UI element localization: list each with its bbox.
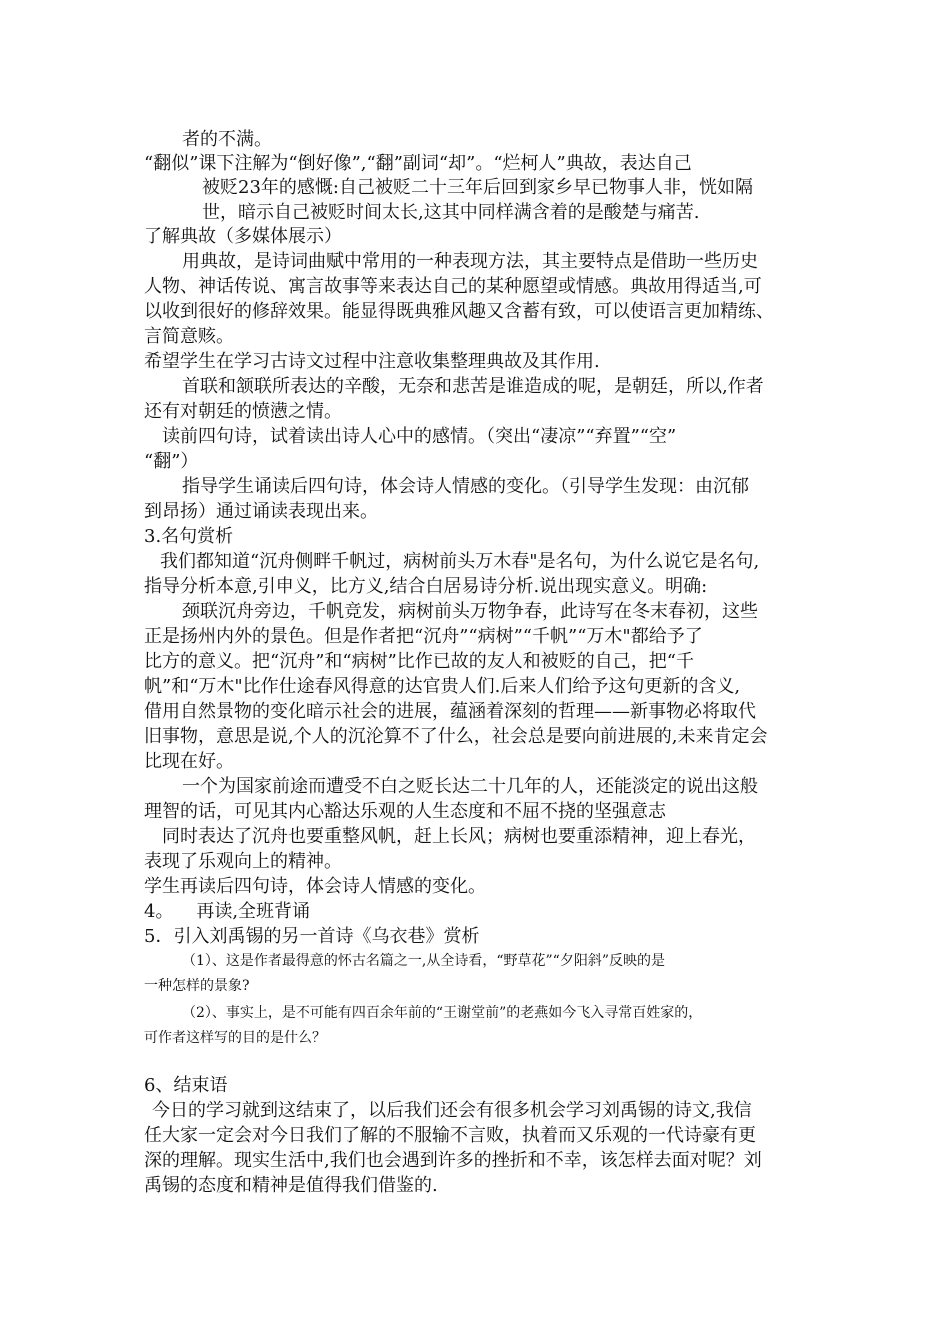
paragraph-line: 还有对朝廷的愤懑之情。: [144, 401, 342, 422]
paragraph-line: 读前四句诗，试着读出诗人心中的感情。（突出“凄凉”“弃置”“空”: [162, 426, 677, 447]
paragraph-line: 到昂扬）通过诵读表现出来。: [144, 501, 378, 522]
paragraph-line: 借用自然景物的变化暗示社会的进展，蕴涵着深刻的哲理——新事物必将取代: [144, 701, 756, 722]
paragraph-line: 者的不满。: [182, 129, 272, 150]
paragraph-line: 正是扬州内外的景色。但是作者把“沉舟”“病树”“千帆”“万木"都给予了: [144, 626, 703, 647]
paragraph-line: 指导学生诵读后四句诗，体会诗人情感的变化。（引导学生发现：由沉郁: [182, 476, 749, 497]
paragraph-line: 理智的话，可见其内心豁达乐观的人生态度和不屈不挠的坚强意志: [144, 801, 666, 822]
paragraph-line: 人物、神话传说、寓言故事等来表达自己的某种愿望或情感。典故用得适当,可: [144, 276, 762, 297]
paragraph-line: 任大家一定会对今日我们了解的不服输不言败，执着而又乐观的一代诗豪有更: [144, 1125, 756, 1146]
paragraph-line: 比现在好。: [144, 751, 234, 772]
paragraph-line: 深的理解。现实生活中,我们也会遇到许多的挫折和不幸，该怎样去面对呢？刘: [144, 1150, 762, 1171]
paragraph-line: 学生再读后四句诗，体会诗人情感的变化。: [144, 876, 486, 897]
paragraph-line: 颈联沉舟旁边，千帆竞发，病树前头万物争春，此诗写在冬末春初，这些: [182, 601, 758, 622]
paragraph-line: 用典故，是诗词曲赋中常用的一种表现方法，其主要特点是借助一些历史: [182, 251, 758, 272]
paragraph-line: 希望学生在学习古诗文过程中注意收集整理典故及其作用.: [144, 351, 600, 372]
paragraph-line: 同时表达了沉舟也要重整风帆，赶上长风；病树也要重添精神，迎上春光，: [162, 826, 756, 847]
paragraph-line: 帆”和“万木"比作仕途春风得意的达官贵人们.后来人们给予这句更新的含义,: [144, 676, 741, 697]
paragraph-line: 世，暗示自己被贬时间太长,这其中同样满含着的是酸楚与痛苦.: [202, 202, 700, 223]
paragraph-line: 被贬23年的感慨:自己被贬二十三年后回到家乡早已物事人非，恍如隔: [202, 177, 753, 198]
section-heading: 3.名句赏析: [144, 526, 234, 547]
paragraph-line: 我们都知道“沉舟侧畔千帆过，病树前头万木春"是名句，为什么说它是名句,: [160, 551, 760, 572]
section-heading: 4。 再读,全班背诵: [144, 901, 311, 922]
paragraph-line: 今日的学习就到这结束了，以后我们还会有很多机会学习刘禹锡的诗文,我信: [152, 1100, 752, 1121]
paragraph-line: 比方的意义。把“沉舟”和“病树”比作已故的友人和被贬的自己，把“千: [144, 651, 695, 672]
question-line: （1）、这是作者最得意的怀古名篇之一,从全诗看，“野草花”“夕阳斜”反映的是: [182, 953, 665, 969]
paragraph-line: “翻”）: [144, 451, 199, 472]
question-line: 可作者这样写的目的是什么？: [144, 1030, 326, 1046]
paragraph-line: 旧事物，意思是说,个人的沉沦算不了什么，社会总是要向前进展的,未来肯定会: [144, 726, 768, 747]
section-heading: 5．引入刘禹锡的另一首诗《乌衣巷》赏析: [144, 926, 480, 947]
question-line: （2）、事实上，是不可能有四百余年前的“王谢堂前”的老燕如今飞入寻常百姓家的，: [182, 1005, 703, 1021]
section-heading: 了解典故（多媒体展示）: [144, 226, 342, 247]
paragraph-line: 言简意赅。: [144, 326, 234, 347]
paragraph-line: 禹锡的态度和精神是值得我们借鉴的.: [144, 1175, 438, 1196]
paragraph-line: 一个为国家前途而遭受不白之贬长达二十几年的人，还能淡定的说出这般: [182, 776, 758, 797]
paragraph-line: 指导分析本意,引申义，比方义,结合白居易诗分析.说出现实意义。明确:: [144, 576, 708, 597]
section-heading: 6、结束语: [144, 1075, 228, 1096]
paragraph-line: 首联和颔联所表达的辛酸，无奈和悲苦是谁造成的呢，是朝廷，所以,作者: [182, 376, 764, 397]
paragraph-line: 表现了乐观向上的精神。: [144, 851, 342, 872]
paragraph-line: 以收到很好的修辞效果。能显得既典雅风趣又含蓄有致，可以使语言更加精练、: [144, 301, 774, 322]
question-line: 一种怎样的景象?: [144, 978, 250, 994]
paragraph-line: “翻似”课下注解为“倒好像”,“翻”副词“却”。“烂柯人”典故，表达自己: [144, 153, 692, 174]
